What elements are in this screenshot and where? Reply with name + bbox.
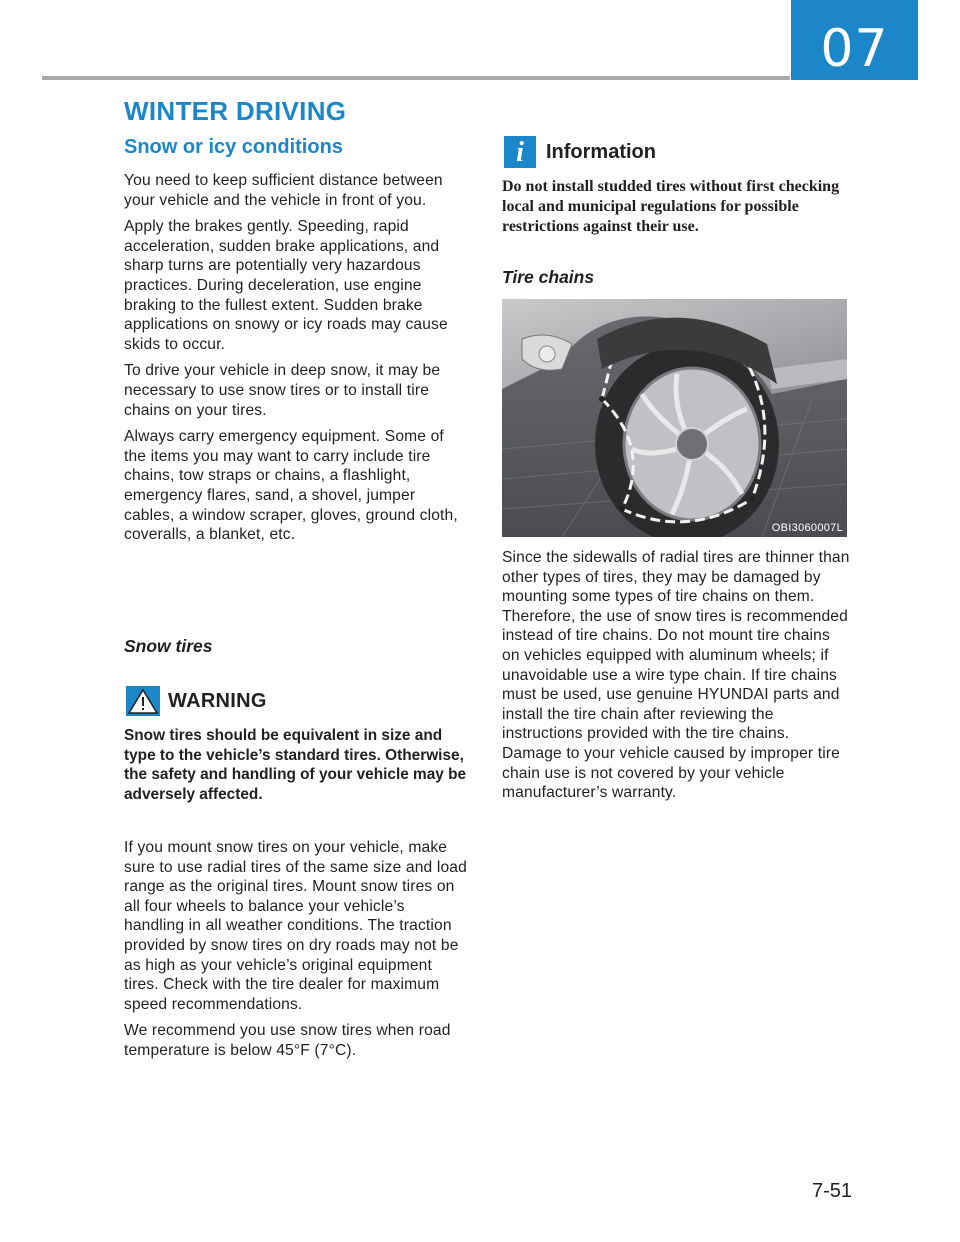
information-label: Information — [546, 140, 656, 163]
information-header — [504, 136, 656, 168]
paragraph: Always carry emergency equipment. Some of the items you may want to carry include tire chains, tow straps or chains, a flashlight, emergency flares, sand, a shovel, jumper cables, a window scraper, gloves, ground cloth, coveralls, a blanket, etc. — [124, 428, 458, 544]
paragraph: You need to keep sufficient distance between your vehicle and the vehicle in front of you. — [124, 172, 443, 209]
tire-chain-illustration — [502, 299, 847, 537]
information-text: Do not install studded tires without first checking local and municipal regulations for possible restrictions against their use. — [502, 178, 840, 235]
warning-triangle-icon — [126, 686, 160, 716]
header-rule — [42, 76, 790, 80]
figure-code: OBI3060007L — [771, 522, 843, 534]
snow-icy-body — [124, 171, 469, 552]
tire-chain-figure — [502, 299, 847, 537]
tire-chains-heading: Tire chains — [502, 267, 595, 287]
snow-tires-heading: Snow tires — [124, 636, 213, 656]
warning-header — [126, 686, 267, 716]
warning-label: WARNING — [168, 689, 267, 712]
paragraph: We recommend you use snow tires when road temperature is below 45°F (7°C). — [124, 1022, 451, 1059]
info-icon: i — [504, 136, 536, 168]
paragraph: To drive your vehicle in deep snow, it may be necessary to use snow tires or to install tire chains on your tires. — [124, 362, 441, 419]
paragraph: Apply the brakes gently. Speeding, rapid acceleration, sudden brake applications, and sharp turns are potentially very hazardous practices. During deceleration, use engine braking to the fullest extent. Sudden brake applications on snowy or icy roads may cause skids to occur. — [124, 218, 448, 353]
section-title: WINTER DRIVING — [124, 96, 347, 126]
paragraph: If you mount snow tires on your vehicle, make sure to use radial tires of the same size and load range as the original tires. Mount snow tires on all four wheels to balance your vehicle’s handling in all weather conditions. The traction provided by snow tires on dry roads may not be as high as your vehicle’s original equipment tires. Check with the tire dealer for maximum speed recommendations. — [124, 839, 467, 1013]
snow-tires-body — [124, 838, 469, 1068]
chapter-tab: 07 — [791, 0, 918, 80]
page-number: 7-51 — [812, 1180, 853, 1202]
tire-chains-paragraph: Since the sidewalls of radial tires are thinner than other types of tires, they may be damaged by mounting some types of tire chains on them. Therefore, the use of snow tires is recommended instead of tire chains. Do not mount tire chains on vehicles equipped with aluminum wheels; if unavoidable use a wire type chain. If tire chains must be used, use genuine HYUNDAI parts and install the tire chain after reviewing the instructions provided with the tire chains. Damage to your vehicle caused by improper tire chain use is not covered by your vehicle manufacturer’s warranty. — [502, 549, 850, 802]
warning-text: Snow tires should be equivalent in size and type to the vehicle’s standard tires. Otherwise, the safety and handling of your vehicle may be adversely affected. — [124, 727, 467, 803]
subsection-title-snow-icy: Snow or icy conditions — [124, 136, 343, 158]
